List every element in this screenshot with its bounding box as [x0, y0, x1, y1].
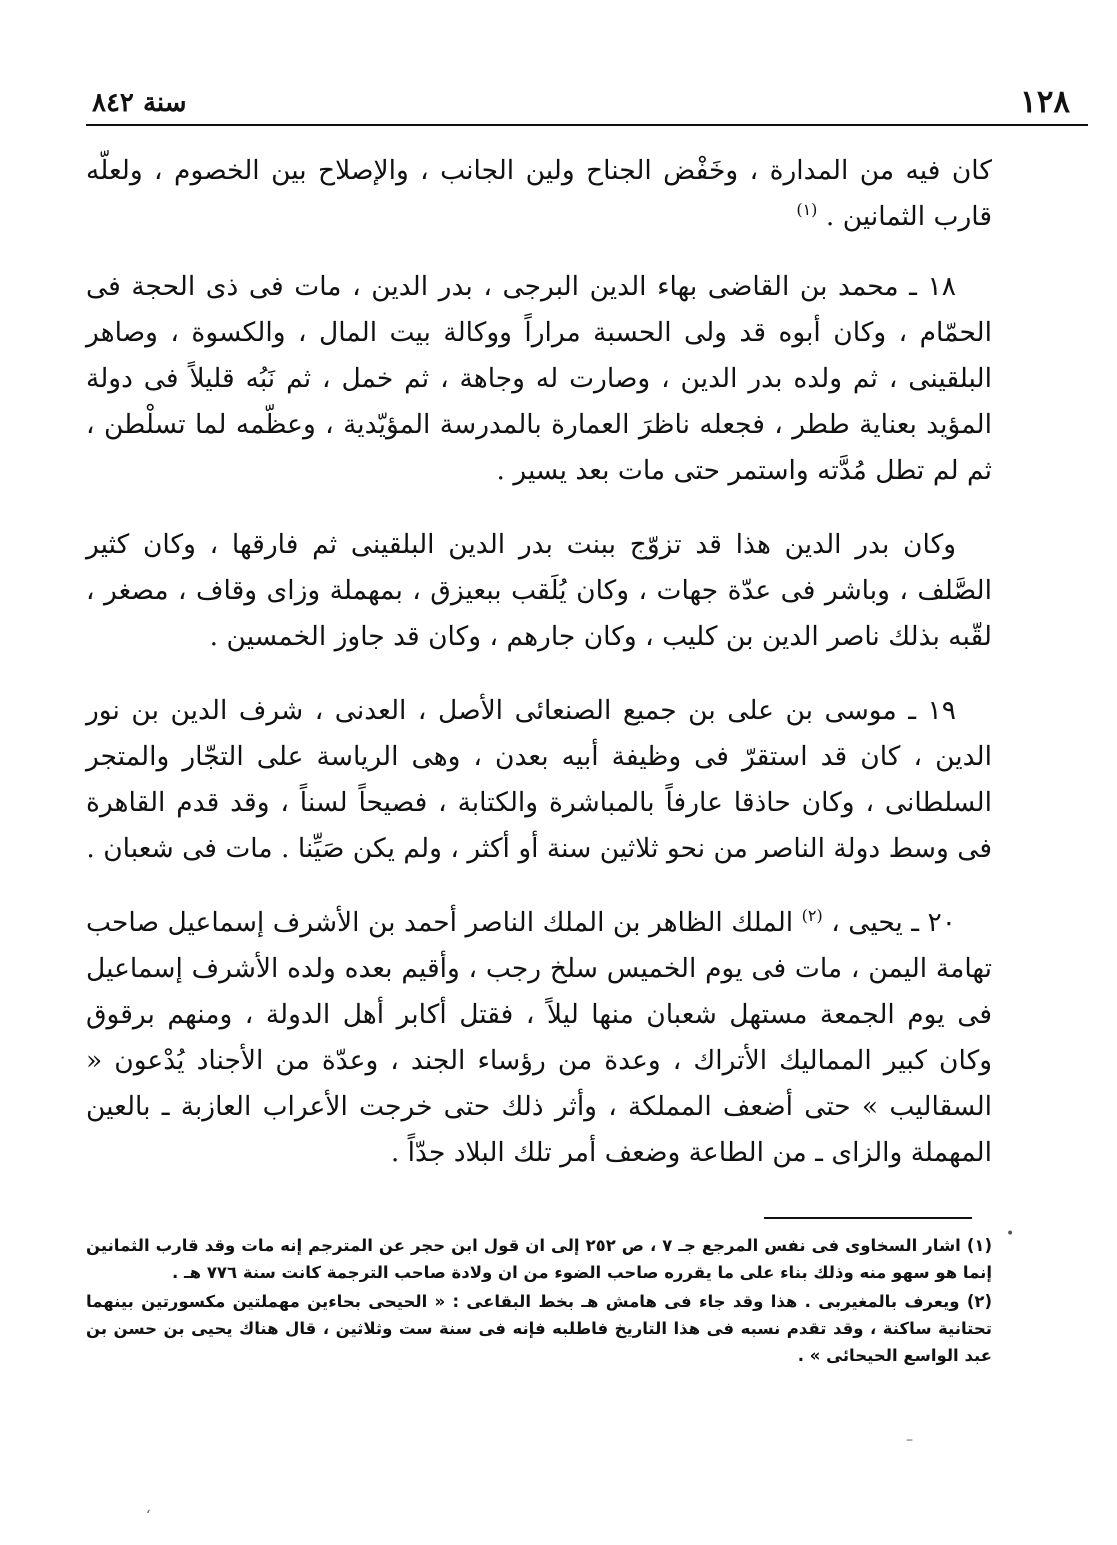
- running-head: سنة ٨٤٢: [92, 88, 187, 118]
- paragraph-text: الملك الظاهر بن الملك الناصر أحمد بن الأشرف إسماعيل صاحب تهامة اليمن ، مات فى يوم الخميس سلخ رجب ، وأقيم بعده ولده الأشرف إسماعيل فى يوم الجمعة مستهل شعبان منها ليلاً ، فقتل أكابر أهل الدولة ، ومنهم برقوق وكان كبير المماليك الأتراك ، وعدة من رؤساء الجند ، وعدّة من الأجناد يُدْعون « السقاليب » حتى أضعف المملكة ، وأثر ذلك حتى خرجت الأعراب العازبة ـ بالعين المهملة والزاى ـ من الطاعة وضعف أمر تلك البلاد جدّاً .: [86, 907, 993, 1168]
- main-text: [86, 148, 992, 1204]
- paragraph-text: محمد بن القاضى بهاء الدين البرجى ، بدر الدين ، مات فى ذى الحجة فى الحمّام ، وكان أبوه قد ولى الحسبة مراراً ووكالة بيت المال ، والكسوة ، وصاهر البلقينى ، ثم ولده بدر الدين ، وصارت له وجاهة ، ثم خمل ، ثم نَبُه قليلاً فى دولة المؤيد بعناية ططر ، فجعله ناظرَ العمارة بالمدرسة المؤيّدية ، وعظّمه لما تسلْطن ، ثم لم تطل مُدَّته واستمر حتى مات بعد يسير .: [86, 271, 992, 486]
- footnote-ref: (٢): [801, 906, 823, 926]
- page-header: [86, 78, 1088, 126]
- footnote: (١) اشار السخاوى فى نفس المرجع جـ ٧ ، ص ٢٥٢ إلى ان قول ابن حجر عن المترجم إنه مات وقد قارب الثمانين إنما هو سهو منه وذلك بناء على ما يقرره صاحب الضوء من ان ولادة صاحب الترجمة كانت سنة ٧٧٦ هـ .: [86, 1236, 992, 1282]
- entry-lead: يحيى ،: [831, 907, 903, 938]
- entry-paragraph: [86, 900, 992, 1176]
- scan-speck: •: [1006, 1226, 1015, 1242]
- paragraph-text: وكان بدر الدين هذا قد تزوّج ببنت بدر الدين البلقينى ثم فارقها ، وكان كثير الصَّلف ، وباشر فى عدّة جهات ، وكان يُلَقب ببعيزق ، بمهملة وزاى وقاف ، مصغر ، لقّبه بذلك ناصر الدين بن كليب ، وكان جارهم ، وكان قد جاوز الخمسين .: [86, 529, 992, 652]
- footnote-ref: (١): [796, 200, 818, 220]
- footnote-divider: [764, 1217, 972, 1219]
- footnotes: [86, 1232, 992, 1371]
- scan-speck: ‘: [146, 1508, 151, 1524]
- page-number: ١٢٨: [1020, 84, 1070, 120]
- footnote: (٢) ويعرف بالمغيربى . هذا وقد جاء فى هامش هـ بخط البقاعى : « الحيحى بحاءين مهملتين مكسورتين بينهما تحتانية ساكنة ، وقد تقدم نسبه فى هذا التاريخ فاطلبه فإنه فى سنة ست وثلاثين ، قال هناك يحيى بن حسن بن عبد الواسع الحيحائى » .: [86, 1292, 992, 1365]
- entry-paragraph: [86, 264, 992, 494]
- entry-number: ١٩ ـ: [908, 695, 956, 726]
- paragraph-text: موسى بن على بن جميع الصنعائى الأصل ، العدنى ، شرف الدين بن نور الدين ، كان قد استقرّ فى وظيفة أبيه بعدن ، وهى الرياسة على التجّار والمتجر السلطانى ، وكان حاذقا عارفاً بالمباشرة والكتابة ، فصيحاً لسناً ، وقد قدم القاهرة فى وسط دولة الناصر من نحو ثلاثين سنة أو أكثر ، ولم يكن صَيِّنا . مات فى شعبان .: [86, 695, 992, 864]
- scan-speck: –: [906, 1432, 913, 1448]
- paragraph: [86, 522, 992, 660]
- entry-number: ١٨ ـ: [909, 271, 956, 302]
- paragraph-text: كان فيه من المدارة ، وخَفْض الجناح ولين الجانب ، والإصلاح بين الخصوم ، ولعلّه قارب الثمانين .: [86, 155, 992, 232]
- paragraph: [86, 148, 992, 240]
- entry-paragraph: [86, 688, 992, 872]
- entry-number: ٢٠ ـ: [911, 907, 956, 938]
